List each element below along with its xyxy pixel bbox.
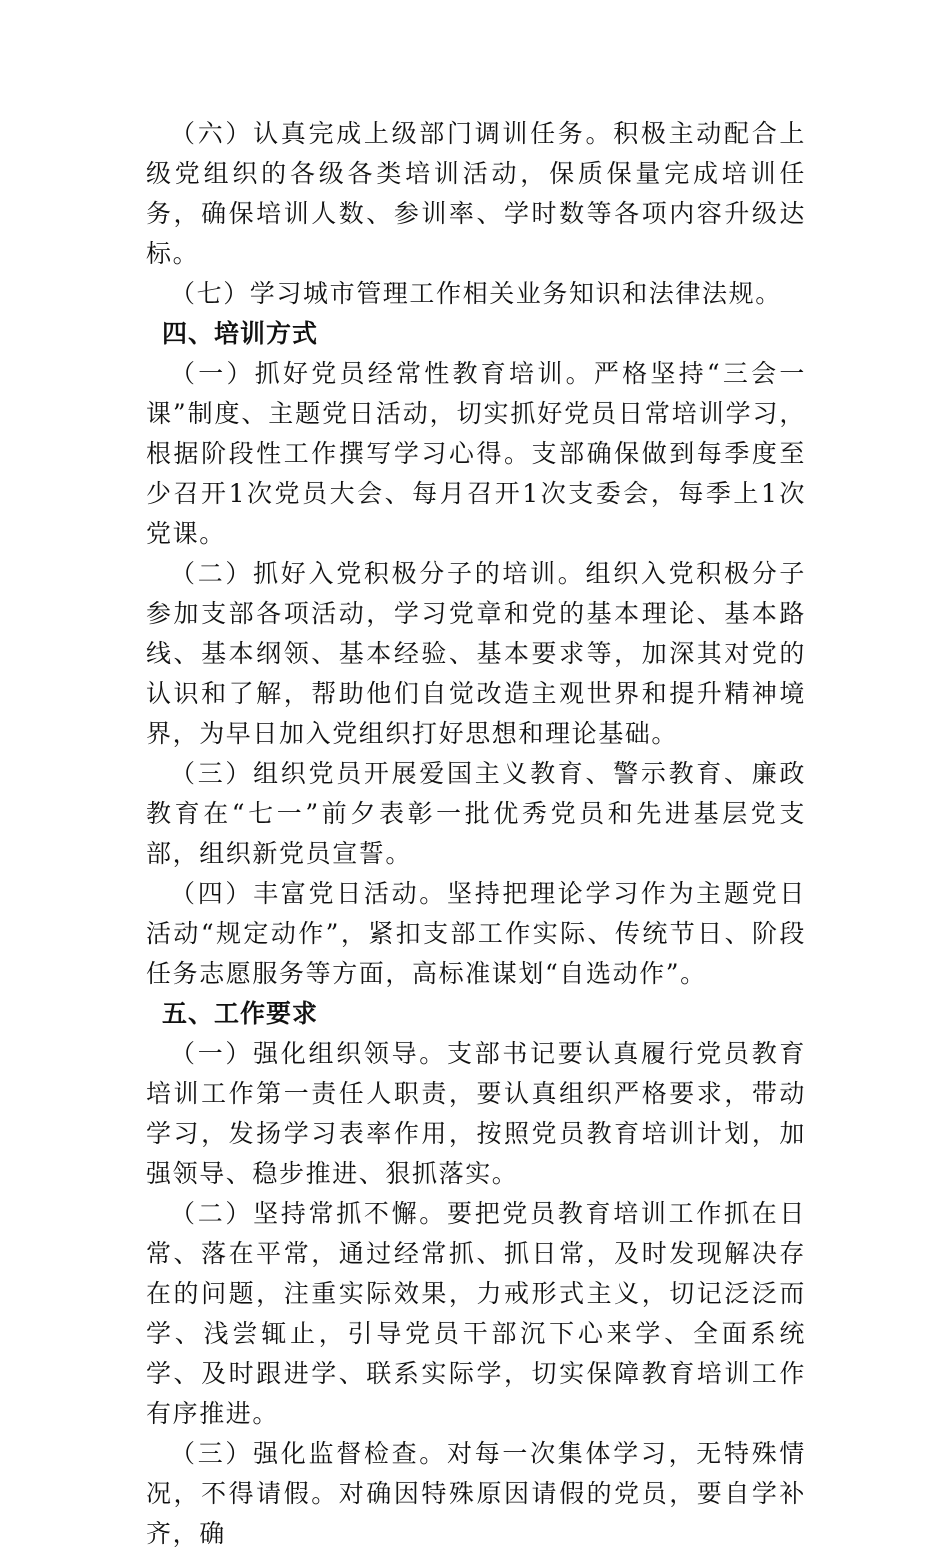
paragraph-method-4: （四）丰富党日活动。坚持把理论学习作为主题党日活动“规定动作”，紧扣支部工作实际、传统节日、阶段任务志愿服务等方面，高标准谋划“自选动作”。	[146, 879, 806, 988]
paragraph-method-3: （三）组织党员开展爱国主义教育、警示教育、廉政教育在“七一”前夕表彰一批优秀党员和先进基层党支部，组织新党员宣誓。	[146, 759, 806, 868]
section-heading-work-requirements: 五、工作要求	[162, 999, 319, 1028]
section-heading-training-methods: 四、培训方式	[162, 319, 319, 348]
paragraph-method-2: （二）抓好入党积极分子的培训。组织入党积极分子参加支部各项活动，学习党章和党的基本理论、基本路线、基本纲领、基本经验、基本要求等，加深其对党的认识和了解，帮助他们自觉改造主观世界和提升精神境界，为早日加入党组织打好思想和理论基础。	[146, 559, 806, 748]
paragraph-6-assigned-training: （六）认真完成上级部门调训任务。积极主动配合上级党组织的各级各类培训活动，保质保量完成培训任务，确保培训人数、参训率、学时数等各项内容升级达标。	[146, 119, 806, 268]
paragraph-requirement-3: （三）强化监督检查。对每一次集体学习，无特殊情况，不得请假。对确因特殊原因请假的党员，要自学补齐，确	[146, 1439, 806, 1548]
paragraph-7-business-knowledge: （七）学习城市管理工作相关业务知识和法律法规。	[170, 279, 782, 308]
paragraph-method-1: （一）抓好党员经常性教育培训。严格坚持“三会一课”制度、主题党日活动，切实抓好党员日常培训学习，根据阶段性工作撰写学习心得。支部确保做到每季度至少召开1次党员大会、每月召开1次支委会，每季上1次党课。	[146, 359, 806, 548]
paragraph-requirement-2: （二）坚持常抓不懈。要把党员教育培训工作抓在日常、落在平常，通过经常抓、抓日常，及时发现解决存在的问题，注重实际效果，力戒形式主义，切记泛泛而学、浅尝辄止，引导党员干部沉下心来学、全面系统学、及时跟进学、联系实际学，切实保障教育培训工作有序推进。	[146, 1199, 806, 1428]
paragraph-requirement-1: （一）强化组织领导。支部书记要认真履行党员教育培训工作第一责任人职责，要认真组织严格要求，带动学习，发扬学习表率作用，按照党员教育培训计划，加强领导、稳步推进、狠抓落实。	[146, 1039, 806, 1188]
document-body	[146, 114, 806, 1554]
